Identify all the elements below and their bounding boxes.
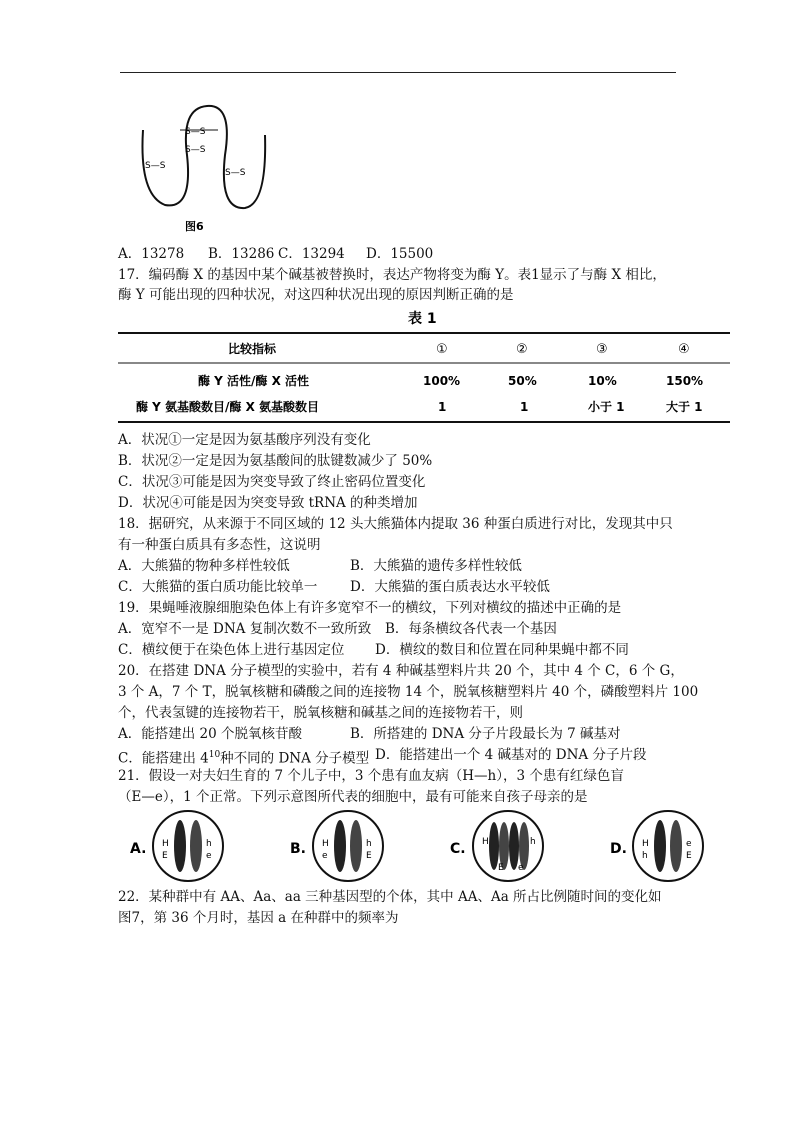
gene-label: H [642, 839, 649, 849]
q17-option-d: D．状况④可能是因为突变导致 tRNA 的种类增加 [118, 495, 418, 511]
table-cell: 大于 1 [666, 400, 703, 414]
table-cell: 酶 Y 活性/酶 X 活性 [198, 374, 310, 388]
q18-stem-line1: 18．据研究，从来源于不同区域的 12 头大熊猫体内提取 36 种蛋白质进行对比，发现其中只 [118, 516, 673, 532]
q17-stem-line1: 17．编码酶 X 的基因中某个碱基被替换时，表达产物将变为酶 Y。表1显示了与酶 X 相比， [118, 267, 666, 283]
polypeptide-chain [142, 106, 265, 208]
gene-label: E [686, 851, 692, 861]
disulfide-bond-label: S—S [185, 145, 206, 155]
cell-d [610, 811, 703, 881]
q19-option-c: C．横纹便于在染色体上进行基因定位 [118, 642, 345, 658]
q20-option-c-suffix: 种不同的 DNA 分子模型 [220, 750, 370, 767]
table-header-cell: ③ [596, 342, 608, 357]
gene-label: E [498, 863, 504, 873]
gene-label: h [642, 851, 648, 861]
q19-option-b: B．每条横纹各代表一个基因 [385, 621, 557, 637]
table-1-title: 表 1 [408, 311, 437, 327]
gene-label: H [322, 839, 329, 849]
q16-option-d: D．15500 [366, 246, 434, 262]
q17-option-a: A．状况①一定是因为氨基酸序列没有变化 [118, 432, 371, 448]
table-1 [118, 305, 730, 430]
gene-label: e [322, 851, 328, 861]
q20-option-b: B．所搭建的 DNA 分子片段最长为 7 碱基对 [350, 726, 621, 742]
q20-option-c [118, 745, 369, 769]
cell-letter: C. [450, 841, 466, 857]
figure-6-protein-diagram [135, 100, 270, 240]
cell-b [290, 811, 383, 881]
q21-cell-diagrams [118, 808, 718, 888]
q17-stem-line2: 酶 Y 可能出现的四种状况，对这四种状况出现的原因判断正确的是 [118, 287, 514, 303]
gene-label: e [206, 851, 212, 861]
table-cell: 酶 Y 氨基酸数目/酶 X 氨基酸数目 [136, 400, 320, 414]
table-cell: 1 [438, 400, 447, 414]
cell-letter: B. [290, 841, 306, 857]
table-cell: 100% [423, 374, 461, 388]
q21-stem-line1: 21．假设一对夫妇生育的 7 个儿子中，3 个患有血友病（H—h），3 个患有红绿色盲 [118, 768, 624, 784]
gene-label: e [518, 863, 524, 873]
q20-option-a: A．能搭建出 20 个脱氧核苷酸 [118, 726, 303, 742]
header-rule [120, 72, 676, 73]
table-header-cell: ② [516, 342, 528, 357]
table-cell: 50% [508, 374, 537, 388]
q20-stem-line3: 个，代表氢键的连接物若干，脱氧核糖和碱基之间的连接物若干，则 [118, 705, 523, 721]
q20-option-d: D．能搭建出一个 4 碱基对的 DNA 分子片段 [375, 747, 647, 763]
q18-option-d: D．大熊猫的蛋白质表达水平较低 [350, 579, 550, 595]
q18-stem-line2: 有一种蛋白质具有多态性，这说明 [118, 537, 321, 553]
q22-stem-line1: 22．某种群中有 AA、Aa、aa 三种基因型的个体，其中 AA、Aa 所占比例随时间的变化如 [118, 889, 662, 905]
q16-option-a: A．13278 [118, 246, 185, 262]
disulfide-bond-label: S—S [145, 161, 166, 171]
table-header-cell: ④ [678, 342, 690, 357]
disulfide-bond-label: S—S [225, 168, 246, 178]
gene-label: H [162, 839, 169, 849]
q19-stem: 19．果蝇唾液腺细胞染色体上有许多宽窄不一的横纹，下列对横纹的描述中正确的是 [118, 600, 622, 616]
cell-a [130, 811, 223, 881]
gene-label: h [366, 839, 372, 849]
table-cell: 1 [520, 400, 529, 414]
cell-letter: A. [130, 841, 147, 857]
q20-option-c-exponent: 10 [208, 750, 221, 760]
gene-label: E [162, 851, 168, 861]
gene-label: H [482, 837, 489, 847]
disulfide-bond-label: S—S [185, 127, 206, 137]
table-cell: 150% [666, 374, 704, 388]
gene-label: h [206, 839, 212, 849]
q18-option-b: B．大熊猫的遗传多样性较低 [350, 558, 522, 574]
q18-option-c: C．大熊猫的蛋白质功能比较单一 [118, 579, 318, 595]
table-header-cell: ① [436, 342, 448, 357]
cell-letter: D. [610, 841, 627, 857]
q19-option-a: A．宽窄不一是 DNA 复制次数不一致所致 [118, 621, 372, 637]
q17-option-c: C．状况③可能是因为突变导致了终止密码位置变化 [118, 474, 426, 490]
cell-c [450, 811, 543, 881]
q21-stem-line2: （E—e），1 个正常。下列示意图所代表的细胞中，最有可能来自孩子母亲的是 [118, 789, 588, 805]
figure-6-caption: 图6 [185, 220, 204, 233]
table-cell: 小于 1 [588, 400, 625, 414]
q20-option-c-prefix: C．能搭建出 4 [118, 750, 209, 767]
table-header-cell: 比较指标 [228, 342, 277, 356]
q22-stem-line2: 图7，第 36 个月时，基因 a 在种群中的频率为 [118, 910, 399, 926]
q16-option-c: C．13294 [278, 246, 345, 262]
table-cell: 10% [588, 374, 617, 388]
q18-option-a: A．大熊猫的物种多样性较低 [118, 558, 290, 574]
q20-stem-line1: 20．在搭建 DNA 分子模型的实验中，若有 4 种碱基塑料片共 20 个，其中 4 个 C，6 个 G， [118, 663, 684, 679]
gene-label: e [686, 839, 692, 849]
q16-option-b: B．13286 [208, 246, 275, 262]
gene-label: E [366, 851, 372, 861]
q17-option-b: B．状况②一定是因为氨基酸间的肽键数减少了 50% [118, 453, 433, 469]
gene-label: h [530, 837, 536, 847]
q19-option-d: D．横纹的数目和位置在同种果蝇中都不同 [375, 642, 629, 658]
q20-stem-line2: 3 个 A，7 个 T，脱氧核糖和磷酸之间的连接物 14 个，脱氧核糖塑料片 40 个，磷酸塑料片 100 [118, 684, 699, 700]
